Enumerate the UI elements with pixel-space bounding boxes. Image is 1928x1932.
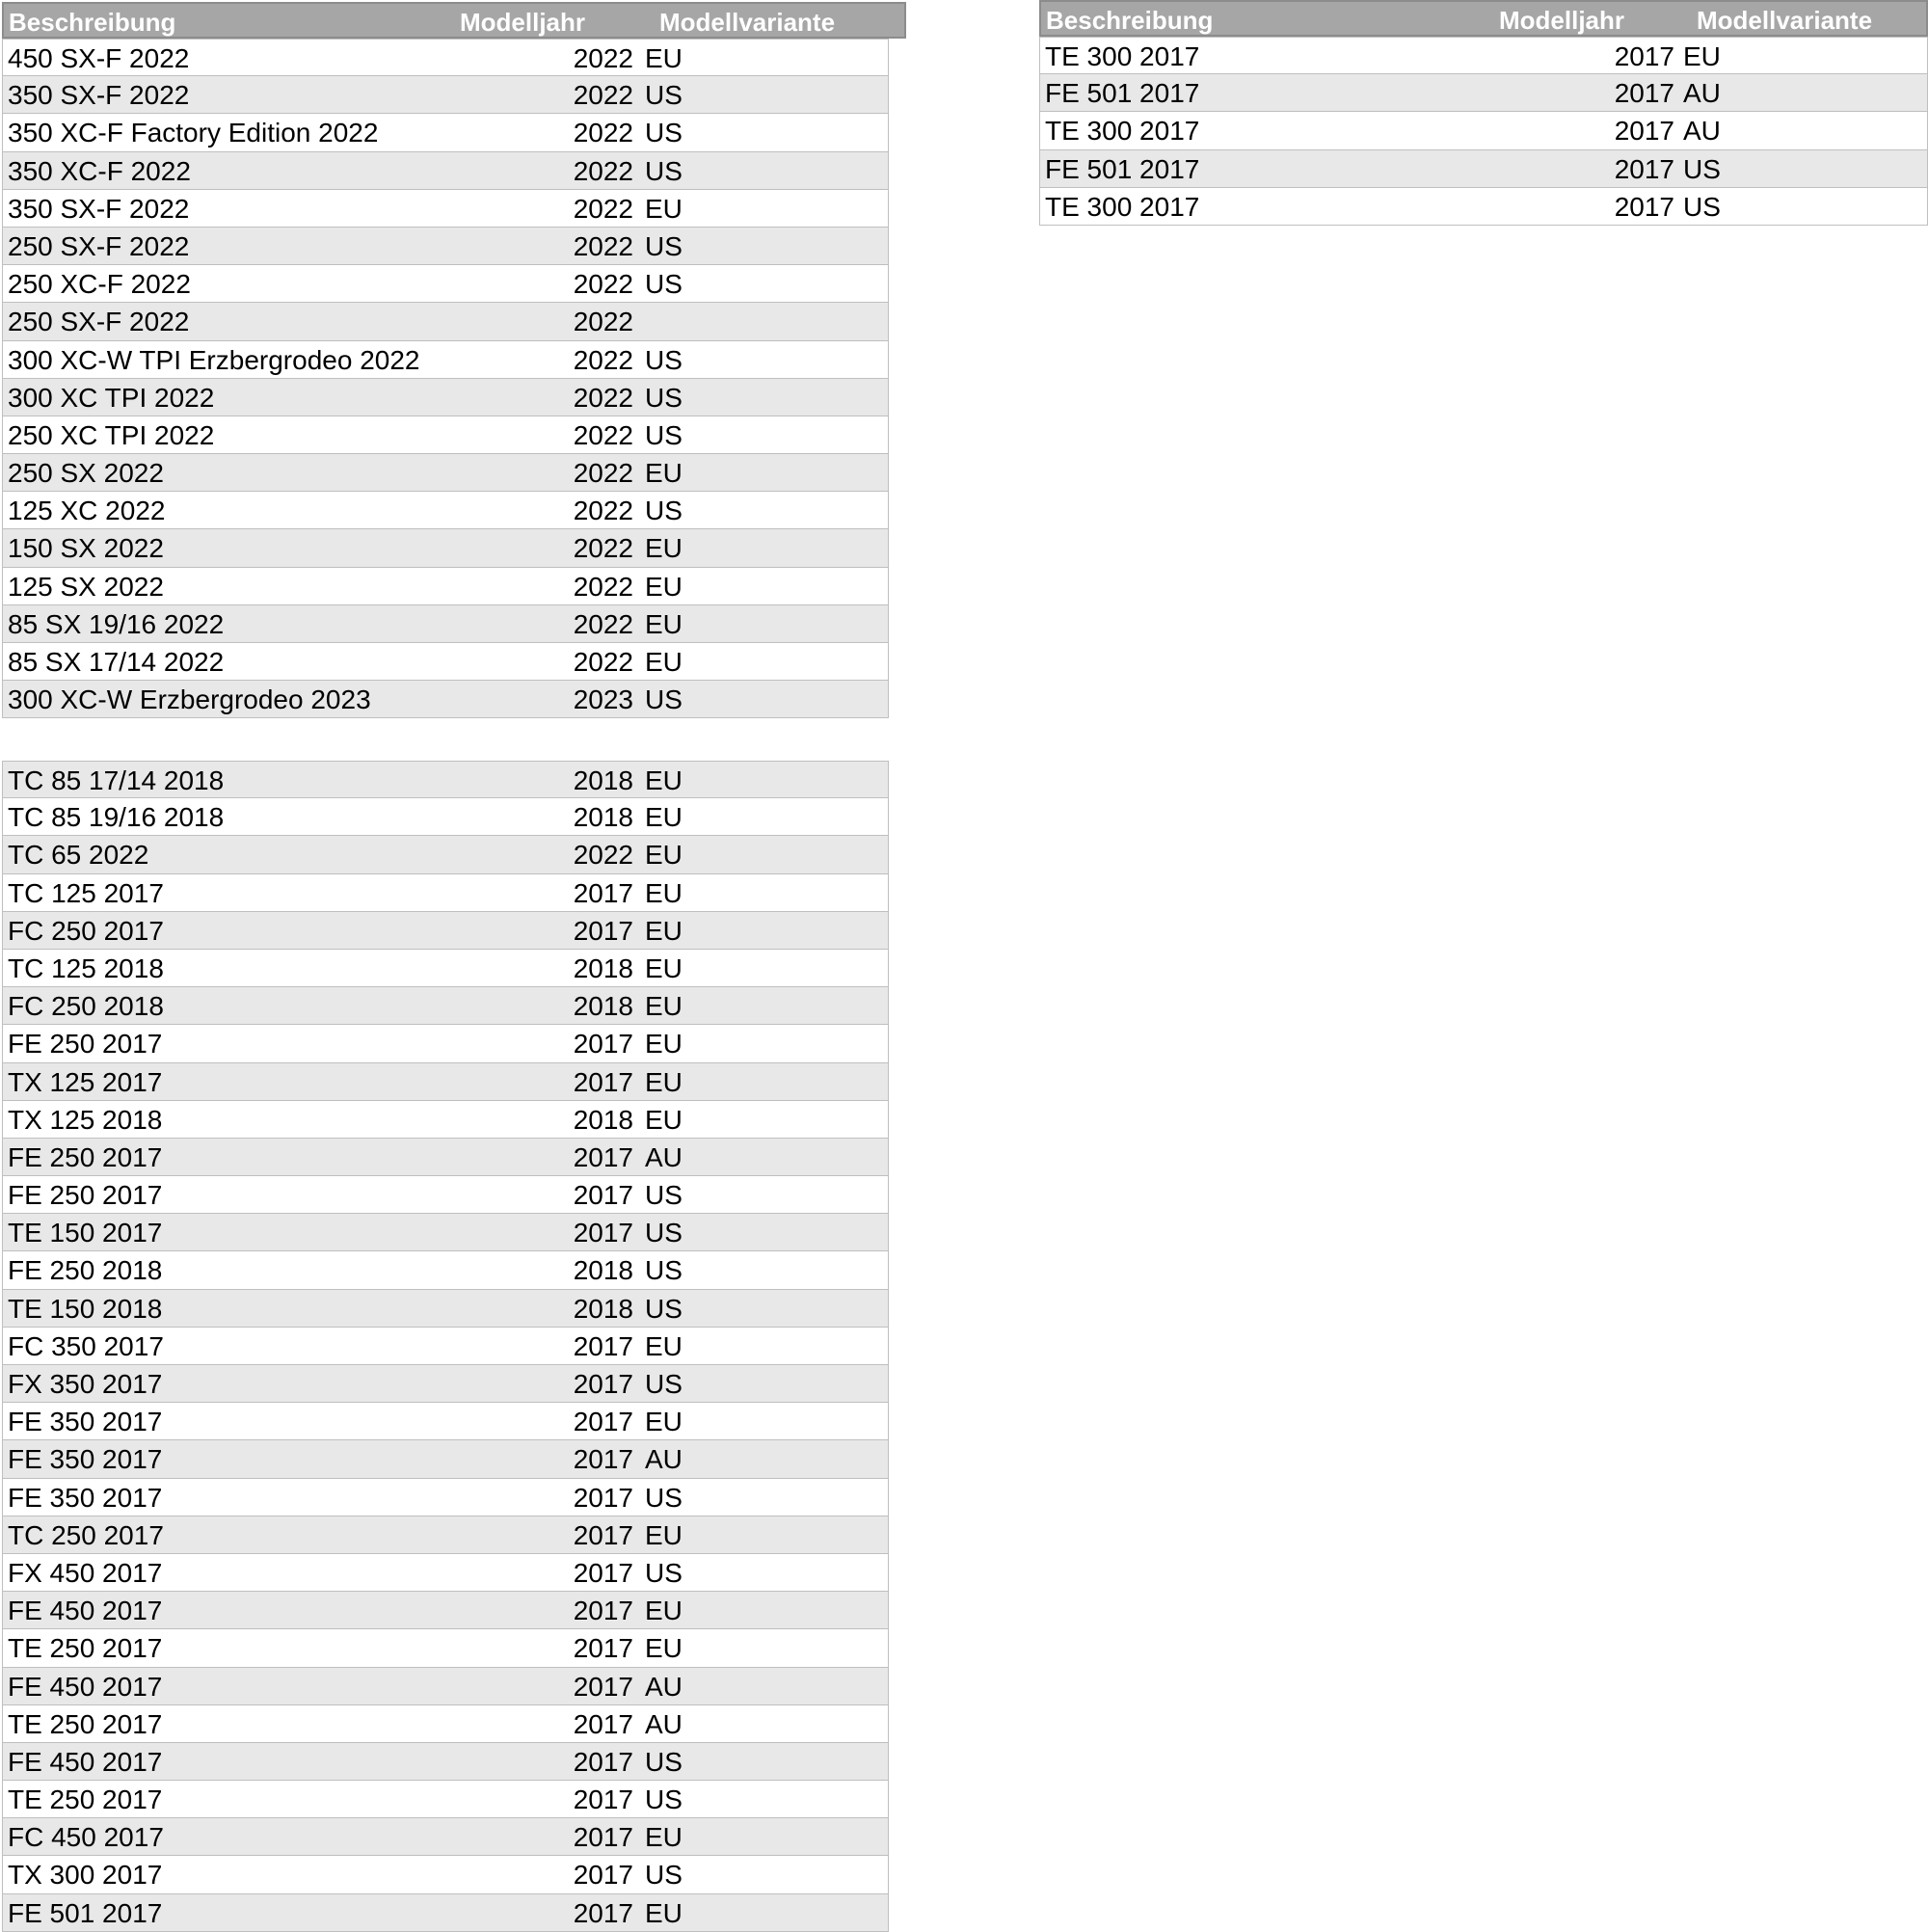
table-row[interactable] [2,605,889,643]
cell-model-variant[interactable]: US [1683,153,1721,184]
table-row[interactable] [2,1668,889,1705]
cell-description[interactable]: TE 300 2017 [1045,191,1200,222]
table-row[interactable] [2,1818,889,1856]
table-row[interactable] [2,416,889,454]
cell-model-variant[interactable]: US [645,118,683,148]
header-model-variant[interactable]: Modellvariante [1697,6,1873,35]
cell-model-year[interactable]: 2017 [573,1746,633,1777]
table-row[interactable] [2,1592,889,1629]
table-row[interactable] [2,190,889,228]
cell-description[interactable]: TX 300 2017 [8,1860,163,1891]
table-row[interactable] [2,152,889,190]
table-body [2,761,889,1932]
cell-model-year[interactable]: 2022 [573,80,633,111]
header-model-year[interactable]: Modelljahr [460,8,586,37]
table-row[interactable] [2,1025,889,1062]
table-body [2,39,906,718]
table-row[interactable] [2,1290,889,1328]
cell-model-year[interactable]: 2017 [1614,116,1674,147]
cell-model-year[interactable]: 2018 [573,991,633,1022]
cell-model-year[interactable]: 2017 [1614,191,1674,222]
cell-model-year[interactable]: 2017 [573,1860,633,1891]
cell-model-variant[interactable]: US [645,1557,683,1588]
cell-model-variant[interactable]: EU [645,1897,683,1928]
table-row[interactable] [2,836,889,873]
cell-model-variant[interactable]: AU [645,1708,683,1739]
table-row[interactable] [2,798,889,836]
cell-model-variant[interactable]: US [645,155,683,186]
cell-model-year[interactable]: 2018 [573,1255,633,1286]
table-right [1039,0,1928,226]
cell-model-variant[interactable]: EU [1683,41,1721,71]
table-row[interactable] [1039,150,1928,188]
table-row[interactable] [2,303,889,340]
cell-model-variant[interactable]: US [645,1255,683,1286]
cell-model-year[interactable]: 2017 [573,1029,633,1060]
cell-model-year[interactable]: 2018 [573,1104,633,1135]
cell-description[interactable]: TX 125 2017 [8,1066,163,1097]
cell-description[interactable]: FC 450 2017 [8,1822,164,1853]
cell-model-variant[interactable]: US [645,1180,683,1211]
cell-description[interactable]: TE 150 2018 [8,1293,163,1324]
table-row[interactable] [2,265,889,303]
cell-description[interactable]: 85 SX 17/14 2022 [8,647,225,677]
table-row[interactable] [2,1479,889,1516]
cell-model-variant[interactable]: EU [645,915,683,946]
cell-model-variant[interactable]: US [645,1369,683,1399]
cell-model-year[interactable]: 2017 [573,1407,633,1437]
cell-model-year[interactable]: 2022 [573,307,633,337]
cell-description[interactable]: TE 250 2017 [8,1633,163,1664]
header-model-year[interactable]: Modelljahr [1499,6,1625,35]
cell-description[interactable]: 450 SX-F 2022 [8,43,190,73]
table-row[interactable] [2,1328,889,1365]
cell-model-year[interactable]: 2017 [573,915,633,946]
cell-model-year[interactable]: 2023 [573,684,633,715]
table-row[interactable] [2,1554,889,1592]
cell-model-year[interactable]: 2022 [573,43,633,73]
table-row[interactable] [2,761,889,798]
cell-description[interactable]: FX 350 2017 [8,1369,163,1399]
cell-description[interactable]: 250 SX-F 2022 [8,307,190,337]
table-row[interactable] [2,568,889,605]
cell-model-year[interactable]: 2018 [573,802,633,833]
cell-model-variant[interactable]: EU [645,1066,683,1097]
table-row[interactable] [1039,112,1928,149]
table-row[interactable] [2,1856,889,1893]
cell-description[interactable]: FC 250 2017 [8,915,164,946]
table-row[interactable] [2,950,889,987]
cell-description[interactable]: FE 501 2017 [8,1897,163,1928]
cell-description[interactable]: TE 250 2017 [8,1784,163,1815]
cell-description[interactable]: 85 SX 19/16 2022 [8,608,225,639]
table-row[interactable] [2,1403,889,1440]
cell-description[interactable]: FE 250 2018 [8,1255,163,1286]
cell-description[interactable]: 125 XC 2022 [8,496,166,526]
cell-model-variant[interactable]: EU [645,43,683,73]
table-row[interactable] [1039,74,1928,112]
table-row[interactable] [2,1365,889,1403]
cell-model-variant[interactable]: EU [645,1519,683,1550]
header-model-variant[interactable]: Modellvariante [659,8,836,37]
cell-model-variant[interactable]: US [645,684,683,715]
table-row[interactable] [2,341,889,379]
cell-model-year[interactable]: 2017 [573,1444,633,1475]
cell-model-year[interactable]: 2017 [1614,41,1674,71]
cell-model-year[interactable]: 2017 [573,1633,633,1664]
cell-model-year[interactable]: 2018 [573,765,633,795]
table-row[interactable] [1039,37,1928,74]
cell-model-year[interactable]: 2017 [573,1519,633,1550]
cell-description[interactable]: 125 SX 2022 [8,571,164,602]
cell-model-year[interactable]: 2018 [573,953,633,983]
cell-model-year[interactable]: 2017 [573,1066,633,1097]
cell-model-year[interactable]: 2022 [573,571,633,602]
cell-model-year[interactable]: 2017 [1614,78,1674,109]
cell-model-year[interactable]: 2017 [573,1596,633,1626]
cell-model-year[interactable]: 2017 [573,1141,633,1172]
cell-description[interactable]: FE 250 2017 [8,1180,163,1211]
cell-description[interactable]: TE 300 2017 [1045,116,1200,147]
cell-model-variant[interactable]: US [645,419,683,450]
cell-description[interactable]: TC 85 19/16 2018 [8,802,225,833]
cell-model-year[interactable]: 2022 [573,155,633,186]
table-row[interactable] [2,643,889,681]
table-row[interactable] [2,1139,889,1176]
table-row[interactable] [2,1063,889,1101]
cell-model-variant[interactable]: US [645,1860,683,1891]
cell-model-year[interactable]: 2022 [573,419,633,450]
cell-model-variant[interactable]: US [1683,191,1721,222]
cell-description[interactable]: TC 250 2017 [8,1519,164,1550]
cell-model-year[interactable]: 2017 [1614,153,1674,184]
table-row[interactable] [2,1101,889,1139]
table-row[interactable] [2,681,889,718]
cell-model-variant[interactable]: EU [645,991,683,1022]
cell-model-variant[interactable]: EU [645,571,683,602]
cell-description[interactable]: TX 125 2018 [8,1104,163,1135]
cell-description[interactable]: FC 350 2017 [8,1330,164,1361]
table-row[interactable] [2,1516,889,1554]
table-row[interactable] [2,1440,889,1478]
table-left [2,2,906,718]
cell-model-variant[interactable]: US [645,269,683,300]
cell-model-variant[interactable]: US [645,230,683,261]
cell-description[interactable]: 350 XC-F Factory Edition 2022 [8,118,379,148]
cell-description[interactable]: 150 SX 2022 [8,533,164,564]
table-header [1039,0,1928,37]
cell-description[interactable]: TE 150 2017 [8,1218,163,1248]
table-row[interactable] [2,1251,889,1289]
cell-description[interactable]: FE 250 2017 [8,1029,163,1060]
cell-description[interactable]: TC 125 2017 [8,877,164,908]
table-row[interactable] [2,1629,889,1667]
table-row[interactable] [1039,188,1928,226]
table-row[interactable] [2,1705,889,1743]
cell-model-year[interactable]: 2017 [573,1897,633,1928]
cell-model-variant[interactable]: EU [645,1104,683,1135]
cell-model-variant[interactable]: EU [645,1596,683,1626]
table-row[interactable] [2,987,889,1025]
cell-model-variant[interactable]: EU [645,1822,683,1853]
cell-model-variant[interactable]: EU [645,765,683,795]
header-description[interactable]: Beschreibung [9,8,176,37]
table-row[interactable] [2,912,889,950]
cell-model-variant[interactable]: EU [645,1633,683,1664]
cell-model-year[interactable]: 2017 [573,1180,633,1211]
cell-model-variant[interactable]: EU [645,802,683,833]
cell-model-variant[interactable]: EU [645,1029,683,1060]
cell-model-year[interactable]: 2022 [573,647,633,677]
cell-model-year[interactable]: 2017 [573,1557,633,1588]
cell-model-year[interactable]: 2017 [573,1218,633,1248]
cell-model-year[interactable]: 2022 [573,533,633,564]
cell-model-year[interactable]: 2017 [573,1708,633,1739]
cell-model-year[interactable]: 2018 [573,1293,633,1324]
cell-model-year[interactable]: 2022 [573,269,633,300]
cell-model-variant[interactable]: AU [1683,116,1721,147]
cell-model-variant[interactable]: EU [645,877,683,908]
cell-model-variant[interactable]: US [645,1482,683,1513]
cell-description[interactable]: 250 XC-F 2022 [8,269,191,300]
table-row[interactable] [2,1214,889,1251]
cell-description[interactable]: FE 450 2017 [8,1746,163,1777]
table-row[interactable] [2,379,889,416]
table-row[interactable] [2,492,889,529]
cell-model-year[interactable]: 2022 [573,382,633,413]
cell-model-variant[interactable]: EU [645,1407,683,1437]
cell-description[interactable]: FE 501 2017 [1045,153,1200,184]
cell-model-variant[interactable]: EU [645,458,683,489]
table-row[interactable] [2,114,889,151]
cell-description[interactable]: 300 XC-W Erzbergrodeo 2023 [8,684,371,715]
cell-model-year[interactable]: 2022 [573,608,633,639]
table-row[interactable] [2,228,889,265]
cell-description[interactable]: FE 501 2017 [1045,78,1200,109]
cell-model-variant[interactable]: EU [645,533,683,564]
cell-description[interactable]: FE 450 2017 [8,1671,163,1702]
header-description[interactable]: Beschreibung [1046,6,1214,35]
cell-model-variant[interactable]: AU [645,1671,683,1702]
cell-model-year[interactable]: 2017 [573,1369,633,1399]
table-left-continued [2,761,889,1932]
cell-description[interactable]: TC 85 17/14 2018 [8,765,225,795]
cell-description[interactable]: TE 250 2017 [8,1708,163,1739]
cell-description[interactable]: FE 250 2017 [8,1141,163,1172]
cell-description[interactable]: 250 XC TPI 2022 [8,419,215,450]
cell-model-variant[interactable]: US [645,80,683,111]
cell-model-year[interactable]: 2022 [573,230,633,261]
cell-description[interactable]: FE 450 2017 [8,1596,163,1626]
cell-description[interactable]: 250 SX-F 2022 [8,230,190,261]
table-body [1039,37,1928,226]
table-row[interactable] [2,1894,889,1932]
cell-model-year[interactable]: 2017 [573,1784,633,1815]
cell-model-variant[interactable]: EU [645,953,683,983]
table-header [2,2,906,39]
cell-description[interactable]: 300 XC TPI 2022 [8,382,215,413]
table-row[interactable] [2,1781,889,1818]
cell-model-variant[interactable]: EU [645,1330,683,1361]
table-row[interactable] [2,1176,889,1214]
cell-model-variant[interactable]: US [645,496,683,526]
cell-model-variant[interactable]: EU [645,647,683,677]
cell-description[interactable]: 250 SX 2022 [8,458,164,489]
cell-model-variant[interactable]: AU [1683,78,1721,109]
table-row[interactable] [2,1743,889,1781]
cell-description[interactable]: TC 125 2018 [8,953,164,983]
cell-model-year[interactable]: 2017 [573,1330,633,1361]
table-row[interactable] [2,39,889,76]
cell-model-year[interactable]: 2022 [573,344,633,375]
cell-description[interactable]: FX 450 2017 [8,1557,163,1588]
cell-model-variant[interactable]: US [645,1218,683,1248]
cell-model-year[interactable]: 2022 [573,193,633,224]
cell-description[interactable]: FE 350 2017 [8,1407,163,1437]
cell-description[interactable]: FC 250 2018 [8,991,164,1022]
cell-description[interactable]: TE 300 2017 [1045,41,1200,71]
cell-model-year[interactable]: 2022 [573,458,633,489]
cell-model-variant[interactable]: AU [645,1444,683,1475]
cell-model-variant[interactable]: AU [645,1141,683,1172]
cell-model-variant[interactable]: US [645,344,683,375]
cell-model-year[interactable]: 2017 [573,877,633,908]
table-row[interactable] [2,76,889,114]
table-row[interactable] [2,529,889,567]
cell-description[interactable]: FE 350 2017 [8,1482,163,1513]
cell-description[interactable]: 350 SX-F 2022 [8,80,190,111]
cell-model-variant[interactable]: US [645,1784,683,1815]
cell-model-variant[interactable]: US [645,1746,683,1777]
cell-model-variant[interactable]: EU [645,840,683,871]
cell-description[interactable]: 350 XC-F 2022 [8,155,191,186]
cell-description[interactable]: FE 350 2017 [8,1444,163,1475]
table-row[interactable] [2,454,889,492]
cell-model-year[interactable]: 2017 [573,1482,633,1513]
cell-model-year[interactable]: 2017 [573,1822,633,1853]
cell-description[interactable]: TC 65 2022 [8,840,149,871]
cell-description[interactable]: 300 XC-W TPI Erzbergrodeo 2022 [8,344,420,375]
cell-description[interactable]: 350 SX-F 2022 [8,193,190,224]
cell-model-variant[interactable]: US [645,382,683,413]
cell-model-year[interactable]: 2022 [573,118,633,148]
table-row[interactable] [2,874,889,912]
cell-model-year[interactable]: 2022 [573,496,633,526]
cell-model-variant[interactable]: EU [645,608,683,639]
cell-model-year[interactable]: 2017 [573,1671,633,1702]
cell-model-variant[interactable]: US [645,1293,683,1324]
cell-model-variant[interactable]: EU [645,193,683,224]
cell-model-year[interactable]: 2022 [573,840,633,871]
